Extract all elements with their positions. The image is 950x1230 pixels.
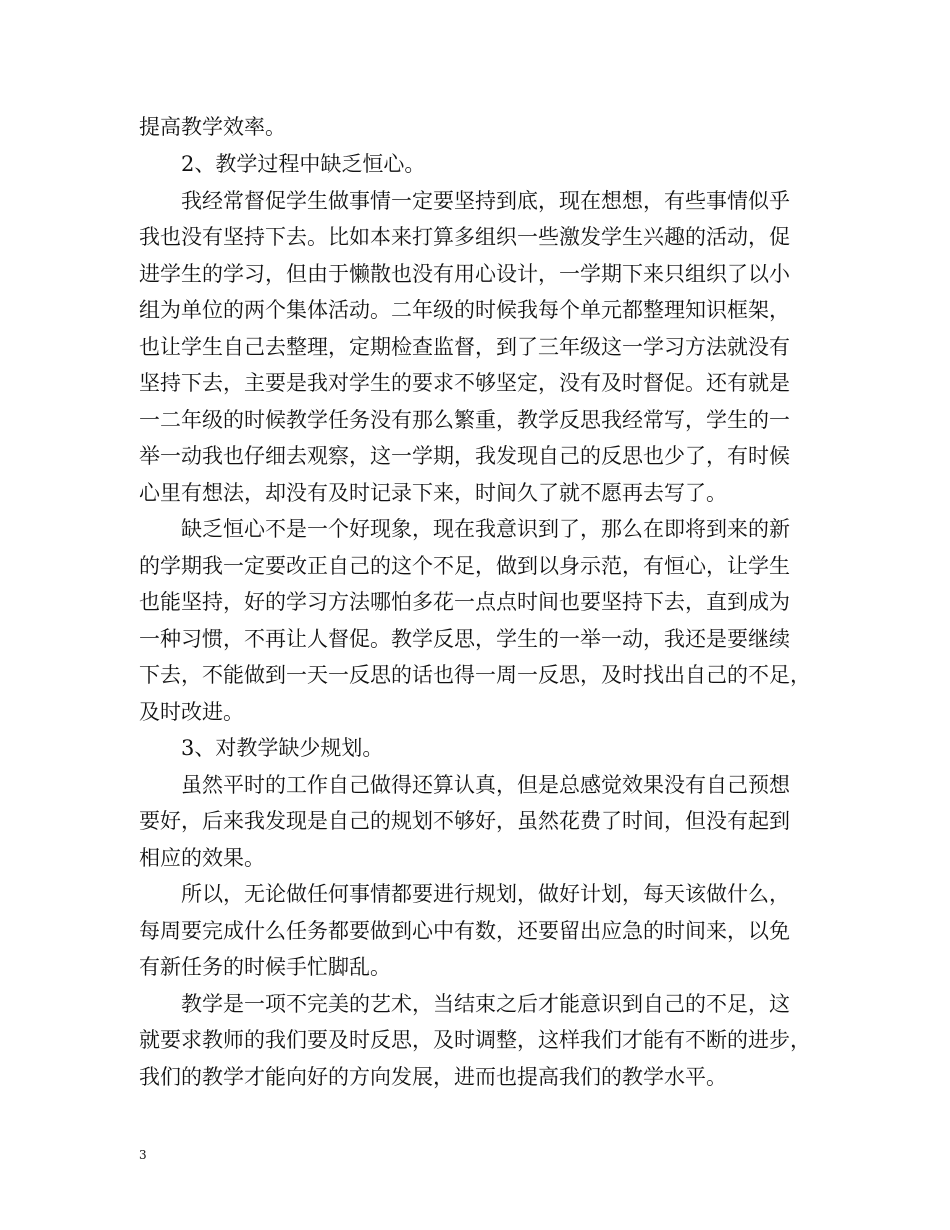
text-line: 心里有想法，却没有及时记录下来，时间久了就不愿再去写了。 xyxy=(139,481,727,505)
text-line: 进学生的学习，但由于懒散也没有用心设计，一学期下来只组织了以小 xyxy=(139,262,790,286)
text-line: 所以，无论做任何事情都要进行规划，做好计划，每天该做什么， xyxy=(181,882,790,906)
text-line: 举一动我也仔细去观察，这一学期，我发现自己的反思也少了，有时候 xyxy=(139,444,790,468)
text-line: 也让学生自己去整理，定期检查监督，到了三年级这一学习方法就没有 xyxy=(139,335,790,359)
text-line: 虽然平时的工作自己做得还算认真，但是总感觉效果没有自己预想 xyxy=(181,773,790,797)
text-line: 就要求教师的我们要及时反思，及时调整，这样我们才能有不断的进步， xyxy=(139,1028,811,1052)
text-line: 要好，后来我发现是自己的规划不够好，虽然花费了时间，但没有起到 xyxy=(139,809,790,833)
section-heading: 2、教学过程中缺乏恒心。 xyxy=(181,152,426,176)
text-line: 组为单位的两个集体活动。二年级的时候我每个单元都整理知识框架， xyxy=(139,298,790,322)
text-line: 坚持下去，主要是我对学生的要求不够坚定，没有及时督促。还有就是 xyxy=(139,371,790,395)
text-line: 一种习惯，不再让人督促。教学反思，学生的一举一动，我还是要继续 xyxy=(139,627,790,651)
text-line: 我也没有坚持下去。比如本来打算多组织一些激发学生兴趣的活动，促 xyxy=(139,225,790,249)
text-line: 一二年级的时候教学任务没有那么繁重，教学反思我经常写，学生的一 xyxy=(139,408,790,432)
text-line: 每周要完成什么任务都要做到心中有数，还要留出应急的时间来，以免 xyxy=(139,919,790,943)
text-line: 也能坚持，好的学习方法哪怕多花一点点时间也要坚持下去，直到成为 xyxy=(139,590,790,614)
text-line: 我经常督促学生做事情一定要坚持到底，现在想想，有些事情似乎 xyxy=(181,189,790,213)
text-line: 及时改进。 xyxy=(139,700,244,724)
text-line: 缺乏恒心不是一个好现象，现在我意识到了，那么在即将到来的新 xyxy=(181,517,790,541)
text-line: 有新任务的时候手忙脚乱。 xyxy=(139,955,391,979)
text-line: 教学是一项不完美的艺术，当结束之后才能意识到自己的不足，这 xyxy=(181,992,790,1016)
text-line: 提高教学效率。 xyxy=(139,115,286,139)
page-number: 3 xyxy=(139,1148,147,1162)
section-heading: 3、对教学缺少规划。 xyxy=(181,736,384,760)
text-line: 相应的效果。 xyxy=(139,846,265,870)
text-line: 下去，不能做到一天一反思的话也得一周一反思，及时找出自己的不足， xyxy=(139,663,811,687)
text-line: 我们的教学才能向好的方向发展，进而也提高我们的教学水平。 xyxy=(139,1065,727,1089)
text-line: 的学期我一定要改正自己的这个不足，做到以身示范，有恒心，让学生 xyxy=(139,554,790,578)
